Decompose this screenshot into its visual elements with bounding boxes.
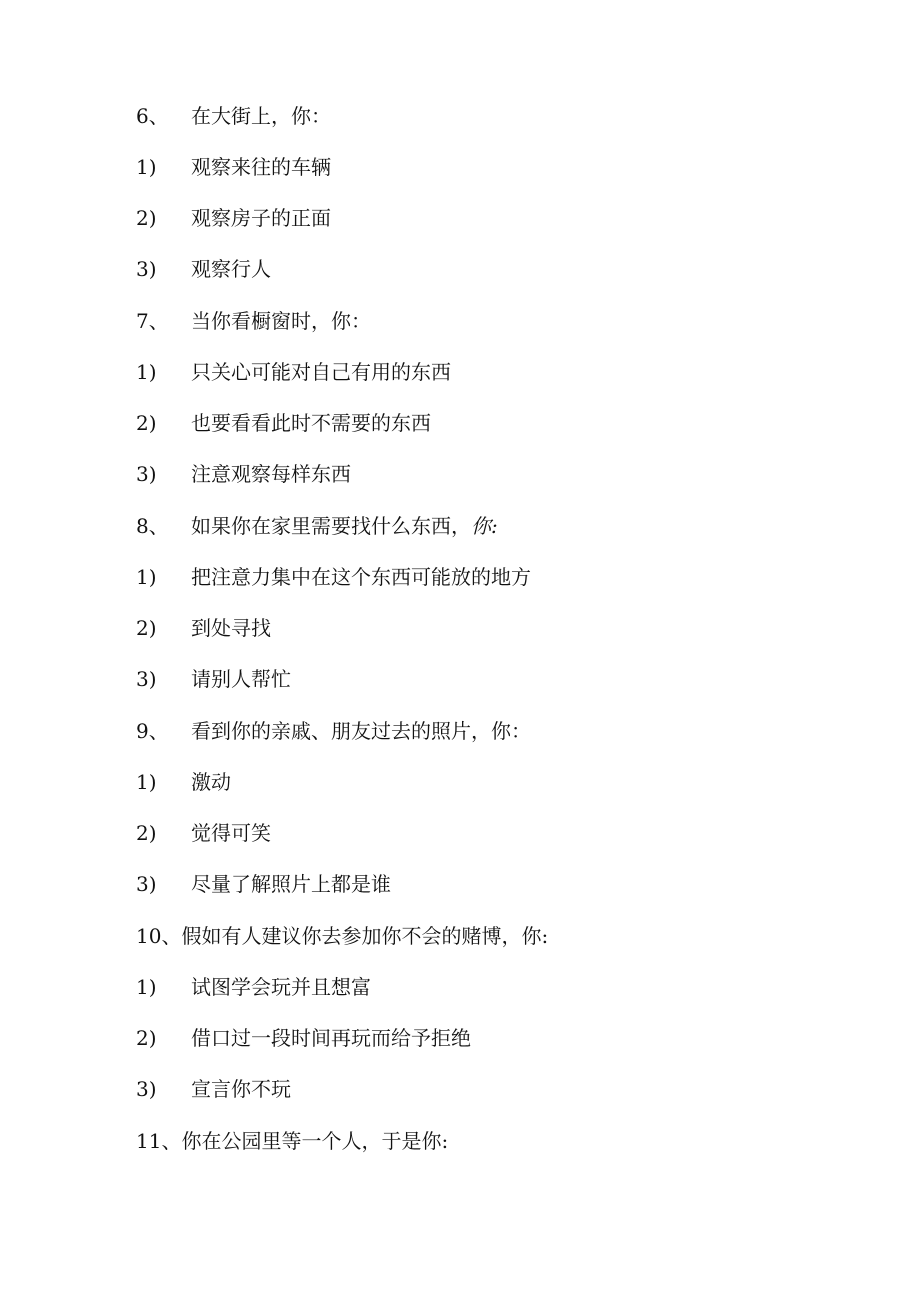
option-text: 观察房子的正面 xyxy=(191,206,331,230)
option-text: 观察行人 xyxy=(191,257,271,281)
option-number: 3) xyxy=(136,872,157,896)
option-text: 宣言你不玩 xyxy=(191,1077,291,1101)
option-number: 1) xyxy=(136,770,157,794)
option-text: 把注意力集中在这个东西可能放的地方 xyxy=(191,565,531,589)
question-7 xyxy=(136,306,371,336)
question-number: 9、 xyxy=(136,719,169,743)
option-text: 注意观察每样东西 xyxy=(191,462,351,486)
option-number: 2) xyxy=(136,411,157,435)
option-number: 3) xyxy=(136,667,157,691)
option-7-2 xyxy=(136,408,431,438)
option-text: 激动 xyxy=(191,770,231,794)
option-number: 3) xyxy=(136,1077,157,1101)
option-number: 3) xyxy=(136,462,157,486)
question-text: 如果你在家里需要找什么东西， xyxy=(191,514,471,538)
option-number: 1) xyxy=(136,360,157,384)
question-11 xyxy=(136,1126,448,1156)
question-text-italic: 你: xyxy=(471,514,498,538)
option-10-2 xyxy=(136,1023,471,1053)
question-text: 在大街上，你： xyxy=(191,104,331,128)
option-text: 尽量了解照片上都是谁 xyxy=(191,872,391,896)
option-6-1 xyxy=(136,152,331,182)
question-8 xyxy=(136,511,498,541)
question-number: 7、 xyxy=(136,309,169,333)
option-text: 到处寻找 xyxy=(191,616,271,640)
option-6-3 xyxy=(136,254,271,284)
option-8-1 xyxy=(136,562,531,592)
option-text: 也要看看此时不需要的东西 xyxy=(191,411,431,435)
question-10 xyxy=(136,921,548,951)
option-text: 只关心可能对自己有用的东西 xyxy=(191,360,451,384)
question-number: 10、 xyxy=(136,924,182,948)
question-number: 8、 xyxy=(136,514,169,538)
option-number: 1) xyxy=(136,565,157,589)
option-number: 2) xyxy=(136,206,157,230)
option-number: 2) xyxy=(136,821,157,845)
question-text: 你在公园里等一个人，于是你: xyxy=(181,1129,449,1153)
option-number: 2) xyxy=(136,616,157,640)
option-9-2 xyxy=(136,818,271,848)
option-text: 观察来往的车辆 xyxy=(191,155,331,179)
option-text: 觉得可笑 xyxy=(191,821,271,845)
option-9-1 xyxy=(136,767,231,797)
option-10-1 xyxy=(136,972,371,1002)
option-number: 2) xyxy=(136,1026,157,1050)
question-text: 当你看橱窗时，你： xyxy=(191,309,371,333)
option-9-3 xyxy=(136,869,391,899)
question-9 xyxy=(136,716,531,746)
question-text: 假如有人建议你去参加你不会的赌博，你: xyxy=(181,924,549,948)
option-text: 借口过一段时间再玩而给予拒绝 xyxy=(191,1026,471,1050)
option-7-1 xyxy=(136,357,451,387)
option-text: 请别人帮忙 xyxy=(191,667,291,691)
option-8-2 xyxy=(136,613,271,643)
option-7-3 xyxy=(136,459,351,489)
option-number: 3) xyxy=(136,257,157,281)
option-6-2 xyxy=(136,203,331,233)
option-8-3 xyxy=(136,664,291,694)
option-10-3 xyxy=(136,1074,291,1104)
option-text: 试图学会玩并且想富 xyxy=(191,975,371,999)
question-6 xyxy=(136,101,331,131)
option-number: 1) xyxy=(136,975,157,999)
question-text: 看到你的亲戚、朋友过去的照片，你： xyxy=(191,719,531,743)
question-number: 6、 xyxy=(136,104,169,128)
option-number: 1) xyxy=(136,155,157,179)
question-number: 11、 xyxy=(136,1129,182,1153)
